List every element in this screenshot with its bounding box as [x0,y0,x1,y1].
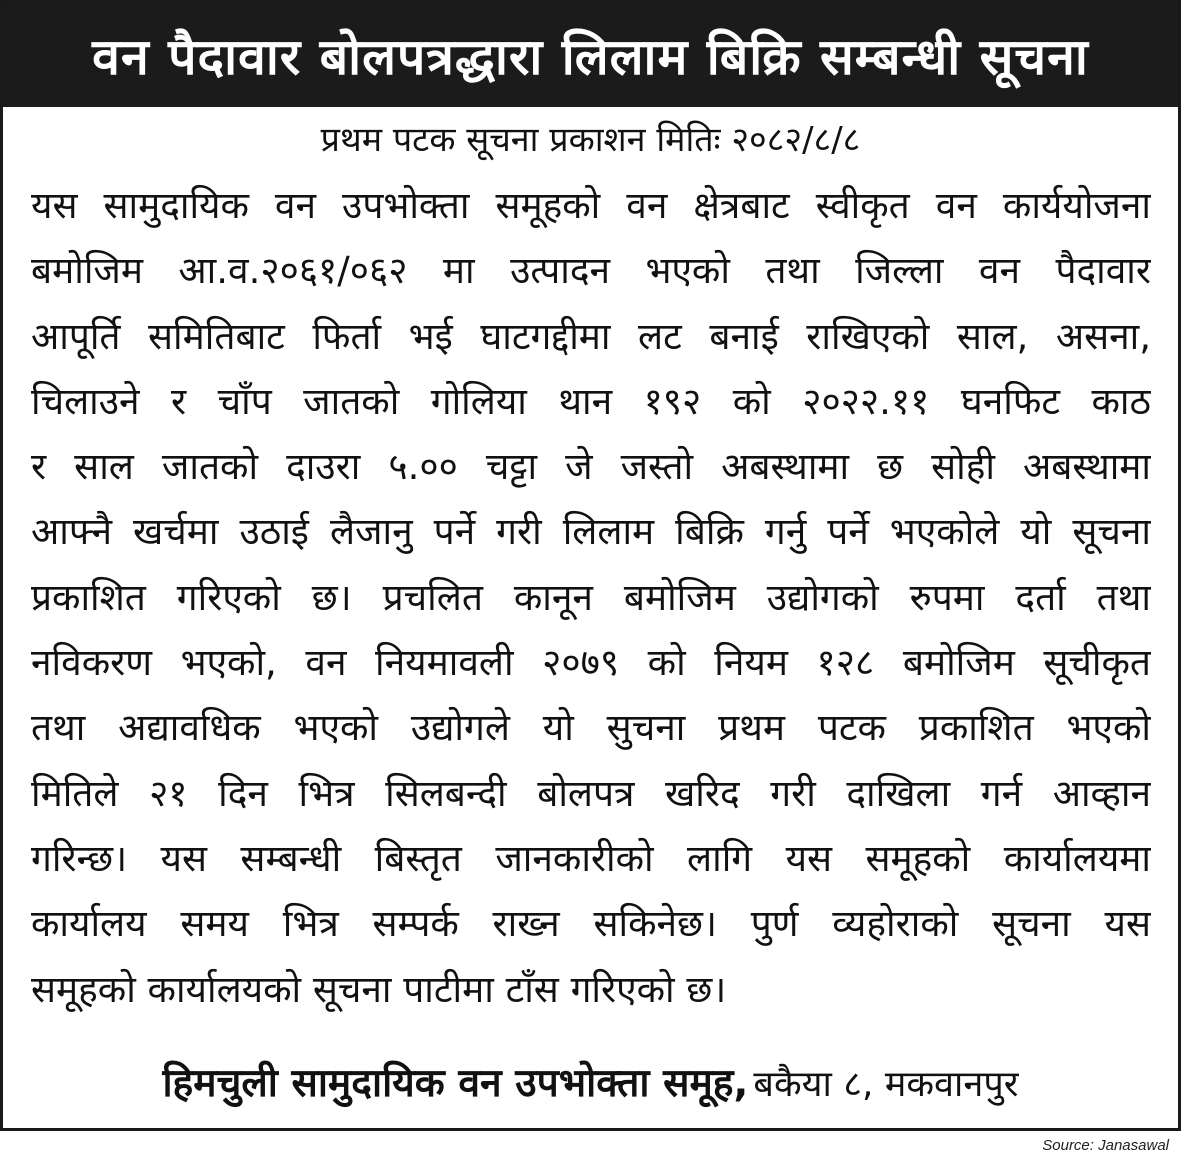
notice-body [31,173,1151,1022]
body-line: समूहको कार्यालयको सूचना पाटीमा टाँस गरिएको छ। [31,967,727,1011]
body-line: मितिले २१ दिन भित्र सिलबन्दी बोलपत्र खरिद गरी दाखिला गर्न आव्हान [31,771,1151,815]
signature-place: बकैया ८, मकवानपुर [753,1064,1019,1105]
body-line: चिलाउने र चाँप जातको गोलिया थान १९२ को २०२२.११ घनफिट काठ [31,379,1151,423]
notice-title: वन पैदावार बोलपत्रद्धारा लिलाम बिक्रि सम्बन्धी सूचना [3,3,1178,107]
body-line: कार्यालय समय भित्र सम्पर्क राख्न सकिनेछ। पुर्ण व्यहोराको सूचना यस [31,902,1151,946]
body-line: तथा अद्यावधिक भएको उद्योगले यो सुचना प्रथम पटक प्रकाशित भएको [31,706,1151,750]
publish-date: प्रथम पटक सूचना प्रकाशन मितिः २०८२/८/८ [320,120,861,160]
signature-organization: हिमचुली सामुदायिक वन उपभोक्ता समूह, [162,1061,749,1106]
body-line: प्रकाशित गरिएको छ। प्रचलित कानून बमोजिम उद्योगको रुपमा दर्ता तथा [31,575,1151,619]
body-line: र साल जातको दाउरा ५.०० चट्टा जे जस्तो अबस्थामा छ सोही अबस्थामा [31,445,1151,489]
signature [3,1049,1178,1126]
source-credit: Source: Janasawal [1042,1137,1169,1154]
body-line: नविकरण भएको, वन नियमावली २०७९ को नियम १२८ बमोजिम सूचीकृत [31,641,1151,685]
body-line: बमोजिम आ.व.२०६१/०६२ मा उत्पादन भएको तथा जिल्ला वन पैदावार [31,249,1151,293]
body-line: यस सामुदायिक वन उपभोक्ता समूहको वन क्षेत्रबाट स्वीकृत वन कार्ययोजना [31,184,1151,227]
body-line: आफ्नै खर्चमा उठाई लैजानु पर्ने गरी लिलाम बिक्रि गर्नु पर्ने भएकोले यो सूचना [31,510,1151,554]
body-line: गरिन्छ। यस सम्बन्धी बिस्तृत जानकारीको लागि यस समूहको कार्यालयमा [31,836,1151,880]
body-line: आपूर्ति समितिबाट फिर्ता भई घाटगद्दीमा लट बनाई राखिएको साल, असना, [31,314,1151,358]
